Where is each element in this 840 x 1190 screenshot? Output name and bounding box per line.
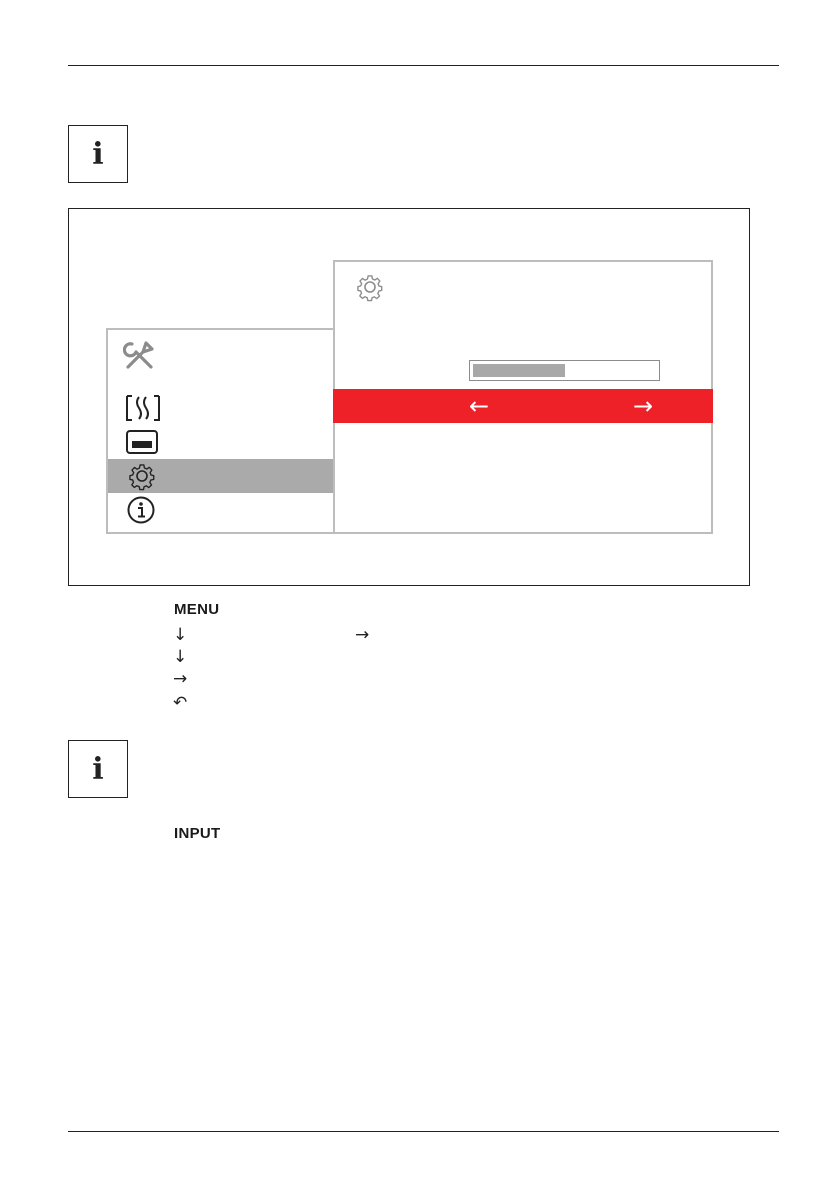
arrow-right-icon: → [173,669,188,689]
menu-item-display[interactable] [108,425,334,459]
menu-item-info[interactable] [108,493,334,527]
header-rule [68,65,779,66]
settings-icon [123,461,163,491]
return-arrow-icon: ↶ [173,693,188,713]
arrow-down-icon: ↓ [173,625,188,645]
menu-item-tools[interactable] [108,336,334,376]
osd-main-menu [106,328,334,534]
info-icon [123,495,163,525]
selected-option-bar[interactable] [333,389,713,423]
tools-icon [123,338,157,372]
arrow-left-icon[interactable]: ← [469,392,490,420]
menu-key-label: MENU [174,601,220,618]
osd-figure [68,208,750,586]
arrow-right-icon: → [355,625,370,645]
level-slider-fill [473,364,565,377]
footer-rule [68,1131,779,1132]
level-slider[interactable] [469,360,660,381]
menu-item-picture[interactable] [108,391,334,425]
display-icon [123,427,163,457]
menu-item-settings[interactable] [108,459,334,493]
arrow-down-icon: ↓ [173,647,188,667]
info-note-icon: i [68,740,128,798]
picture-adjust-icon [123,393,163,423]
arrow-right-icon[interactable]: → [633,392,654,420]
input-key-label: INPUT [174,825,221,842]
osd-settings-panel [333,260,713,534]
info-note-icon: i [68,125,128,183]
settings-icon [353,270,387,304]
